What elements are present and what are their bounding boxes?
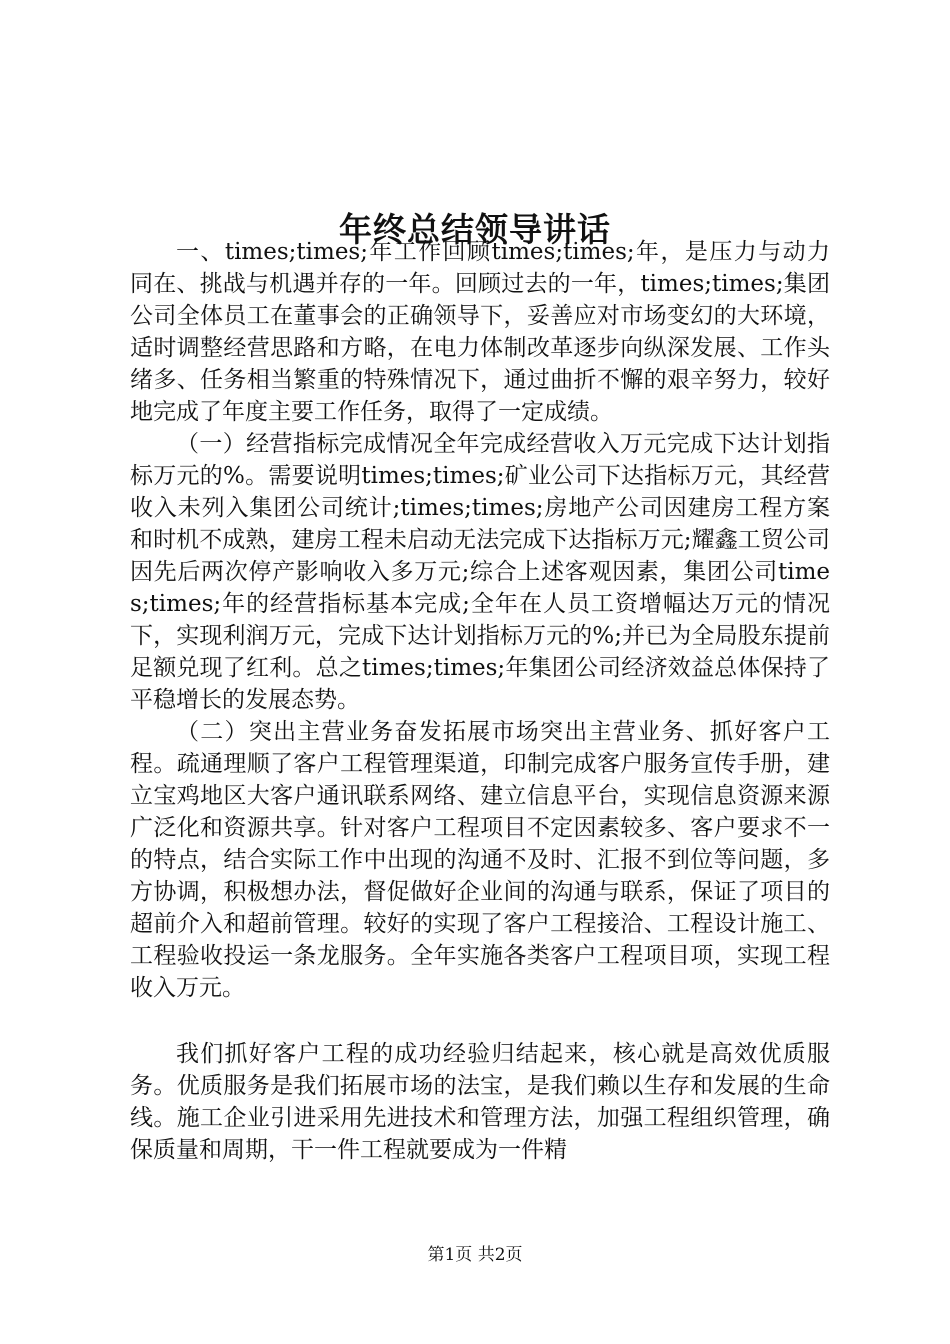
- paragraph-experience: 我们抓好客户工程的成功经验归结起来，核心就是高效优质服务。优质服务是我们拓展市场的法宝，是我们赖以生存和发展的生命线。施工企业引进采用先进技术和管理方法，加强工程组织管理，确保质量和周期，干一件工程就要成为一件精: [130, 1041, 830, 1163]
- document-body: [130, 236, 830, 1166]
- paragraph-business-indicators: （一）经营指标完成情况全年完成经营收入万元完成下达计划指标万元的%。需要说明times;times;矿业公司下达指标万元，其经营收入未列入集团公司统计;times;times;房地产公司因建房工程方案和时机不成熟，建房工程未启动无法完成下达指标万元;耀鑫工贸公司因先后两次停产影响收入多万元;综合上述客观因素，集团公司times;times;年的经营指标基本完成;全年在人员工资增幅达万元的情况下，实现利润万元，完成下达计划指标万元的%;并已为全局股东提前足额兑现了红利。总之times;times;年集团公司经济效益总体保持了平稳增长的发展态势。: [130, 431, 830, 713]
- paragraph-review: 一、times;times;年工作回顾times;times;年，是压力与动力同在、挑战与机遇并存的一年。回顾过去的一年，times;times;集团公司全体员工在董事会的正确领导下，妥善应对市场变幻的大环境，适时调整经营思路和方略，在电力体制改革逐步向纵深发展、工作头绪多、任务相当繁重的特殊情况下，通过曲折不懈的艰辛努力，较好地完成了年度主要工作任务，取得了一定成绩。: [130, 239, 830, 425]
- paragraph-market-expansion: （二）突出主营业务奋发拓展市场突出主营业务、抓好客户工程。疏通理顺了客户工程管理渠道，印制完成客户服务宣传手册，建立宝鸡地区大客户通讯联系网络、建立信息平台，实现信息资源来源广泛化和资源共享。针对客户工程项目不定因素较多、客户要求不一的特点，结合实际工作中出现的沟通不及时、汇报不到位等问题，多方协调，积极想办法，督促做好企业间的沟通与联系，保证了项目的超前介入和超前管理。较好的实现了客户工程接洽、工程设计施工、工程验收投运一条龙服务。全年实施各类客户工程项目项，实现工程收入万元。: [130, 719, 830, 1001]
- document-title: 年终总结领导讲话: [339, 210, 611, 250]
- page-footer: 第1页 共2页: [427, 1245, 523, 1265]
